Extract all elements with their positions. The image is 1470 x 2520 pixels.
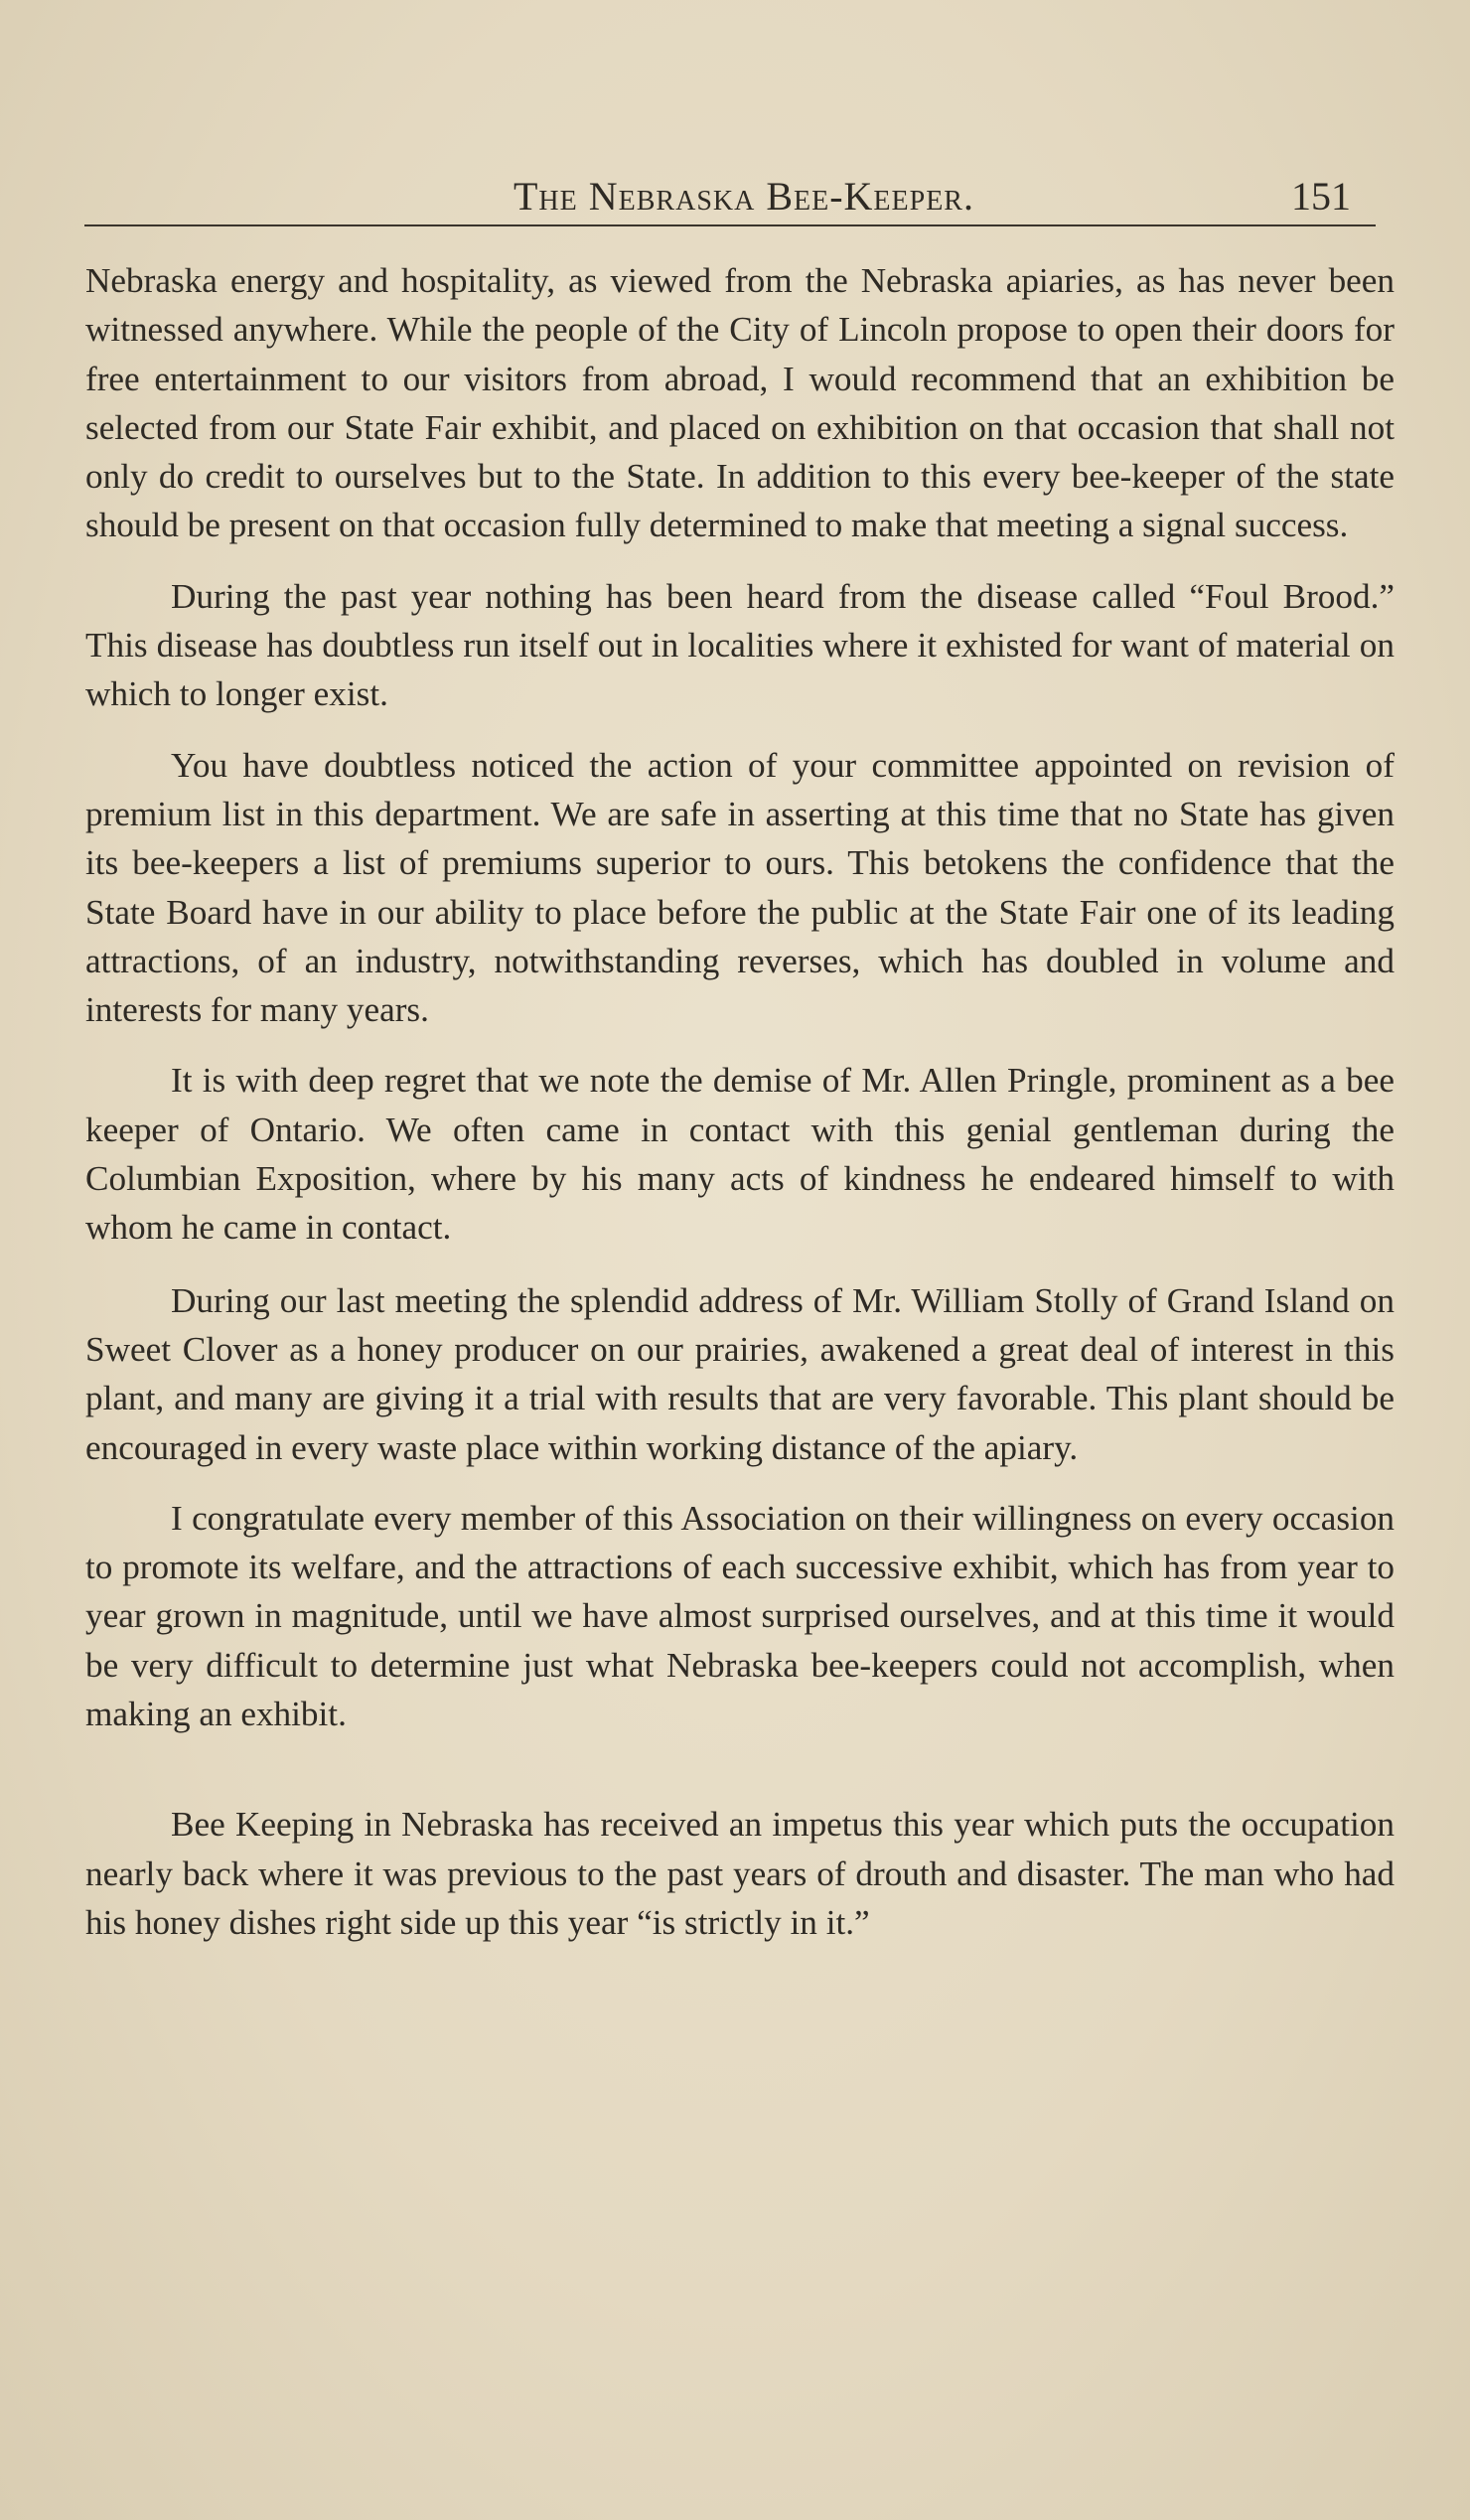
paragraph-allen-pringle: It is with deep regret that we note the demise of Mr. Allen Pringle, prominent as a bee keeper of Ontario. We often came in contact with this genial gentleman during the Columbian Exposition, where by his many acts of kindness he endeared himself to with whom he came in contact. [85, 1061, 1395, 1248]
paragraph-foul-brood: During the past year nothing has been heard from the disease called “Foul Brood.” This disease has doubtless run itself out in localities where it exhisted for want of material on which to longer exist. [85, 576, 1395, 714]
running-head: The Nebraska Bee-Keeper. [514, 174, 974, 219]
paragraph-sweet-clover: During our last meeting the splendid address of Mr. William Stolly of Grand Island on Sweet Clover as a honey producer on our prairies, awakened a great deal of interest in this plant, and many are giving it a trial with results that are very favorable. This plant should be encouraged in every waste place within working distance of the apiary. [85, 1280, 1395, 1467]
paragraph-continued: Nebraska energy and hospitality, as viewed from the Nebraska apiaries, as has never been witnessed anywhere. While the people of the City of Lincoln propose to open their doors for free entertainment to our visitors from abroad, I would recommend that an exhibition be selected from our State Fair exhibit, and placed on exhibition on that occasion that shall not only do credit to ourselves but to the State. In addition to this every bee-keeper of the state should be present on that occasion fully determined to make that meeting a signal success. [85, 261, 1395, 545]
paragraph-impetus: Bee Keeping in Nebraska has received an impetus this year which puts the occupation nearly back where it was previous to the past years of drouth and disaster. The man who had his honey dishes right side up this year “is strictly in it.” [85, 1805, 1395, 1942]
body-text [85, 256, 1395, 1947]
page-number: 151 [1291, 174, 1351, 219]
page-header [84, 167, 1376, 228]
header-rule [84, 224, 1376, 226]
paragraph-congratulations: I congratulate every member of this Association on their willingness on every occasion to promote its welfare, and the attractions of each successive exhibit, which has from year to year grown in magnitude, until we have almost surprised ourselves, and at this time it would be very difficult to determine just what Nebraska bee-keepers could not accomplish, when making an exhibit. [85, 1498, 1395, 1734]
paragraph-premium-list: You have doubtless noticed the action of your committee appointed on revision of premium list in this department. We are safe in asserting at this time that no State has given its bee-keepers a list of premiums superior to ours. This betokens the confidence that the State Board have in our ability to place before the public at the State Fair one of its leading attractions, of an industry, notwithstanding reverses, which has doubled in volume and interests for many years. [85, 745, 1395, 1030]
